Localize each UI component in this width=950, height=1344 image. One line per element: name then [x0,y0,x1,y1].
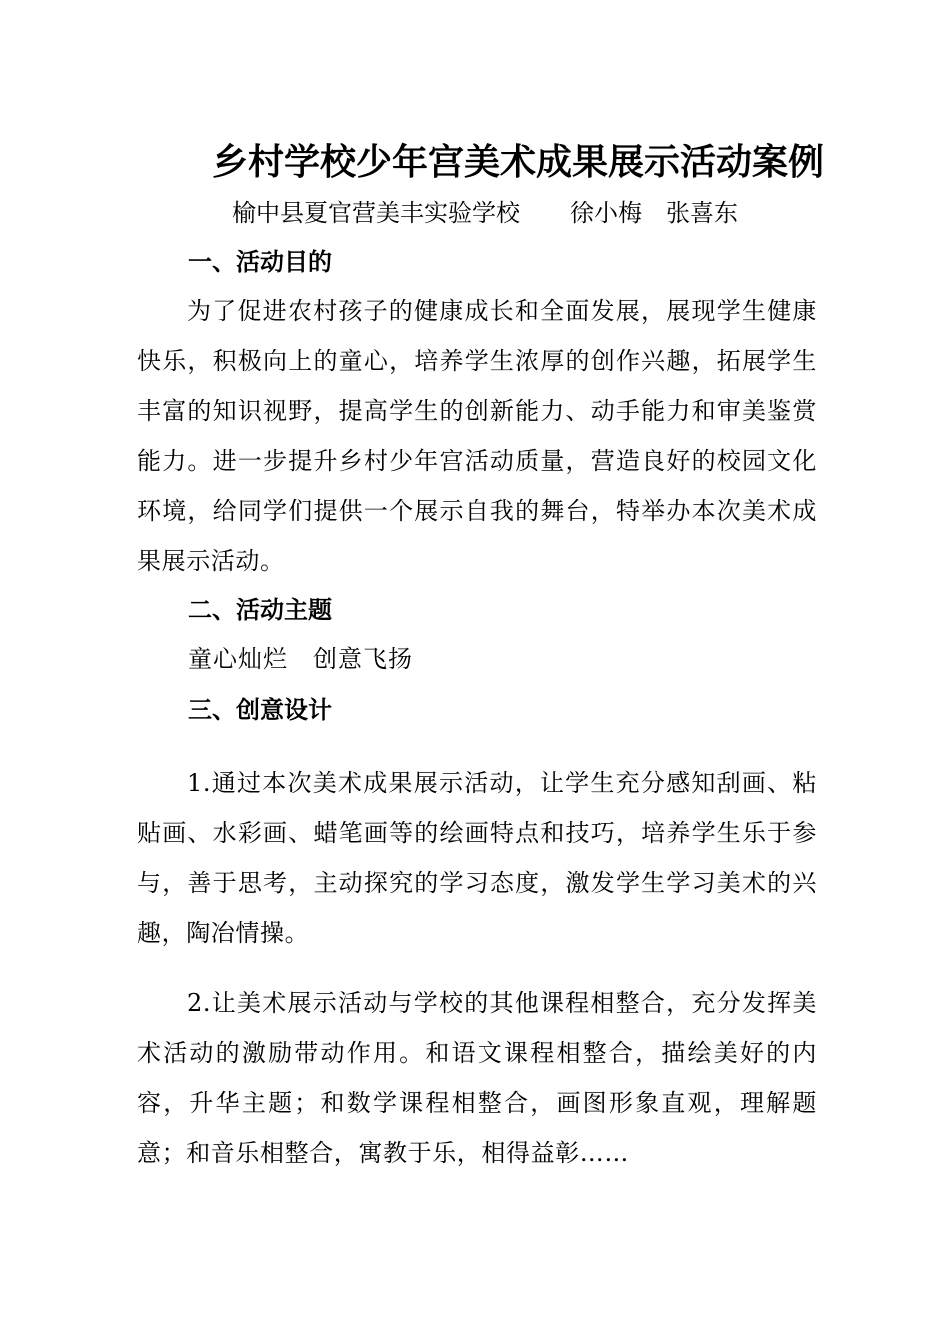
author-name-2: 张喜东 [666,199,738,227]
section-heading-purpose: 一、活动目的 [188,248,332,276]
school-name: 榆中县夏官营美丰实验学校 [232,199,520,227]
author-line [232,196,738,230]
author-name-1: 徐小梅 [570,199,642,227]
section-heading-theme: 二、活动主题 [188,596,332,624]
document-title: 乡村学校少年宫美术成果展示活动案例 [212,141,825,183]
section-heading-design: 三、创意设计 [188,696,332,724]
design-item-2: 2.让美术展示活动与学校的其他课程相整合，充分发挥美术活动的激励带动作用。和语文课程相整合，描绘美好的内容，升华主题；和数学课程相整合，画图形象直观，理解题意；和音乐相整合，寓教于乐，相得益彰…… [137,989,817,1167]
design-item-1: 1.通过本次美术成果展示活动，让学生充分感知刮画、粘贴画、水彩画、蜡笔画等的绘画特点和技巧，培养学生乐于参与，善于思考，主动探究的学习态度，激发学生学习美术的兴趣，陶冶情操。 [137,769,817,947]
purpose-paragraph: 为了促进农村孩子的健康成长和全面发展，展现学生健康快乐，积极向上的童心，培养学生浓厚的创作兴趣，拓展学生丰富的知识视野，提高学生的创新能力、动手能力和审美鉴赏能力。进一步提升乡村少年宫活动质量，营造良好的校园文化环境，给同学们提供一个展示自我的舞台，特举办本次美术成果展示活动。 [137,297,817,575]
theme-text: 童心灿烂 创意飞扬 [188,645,413,673]
